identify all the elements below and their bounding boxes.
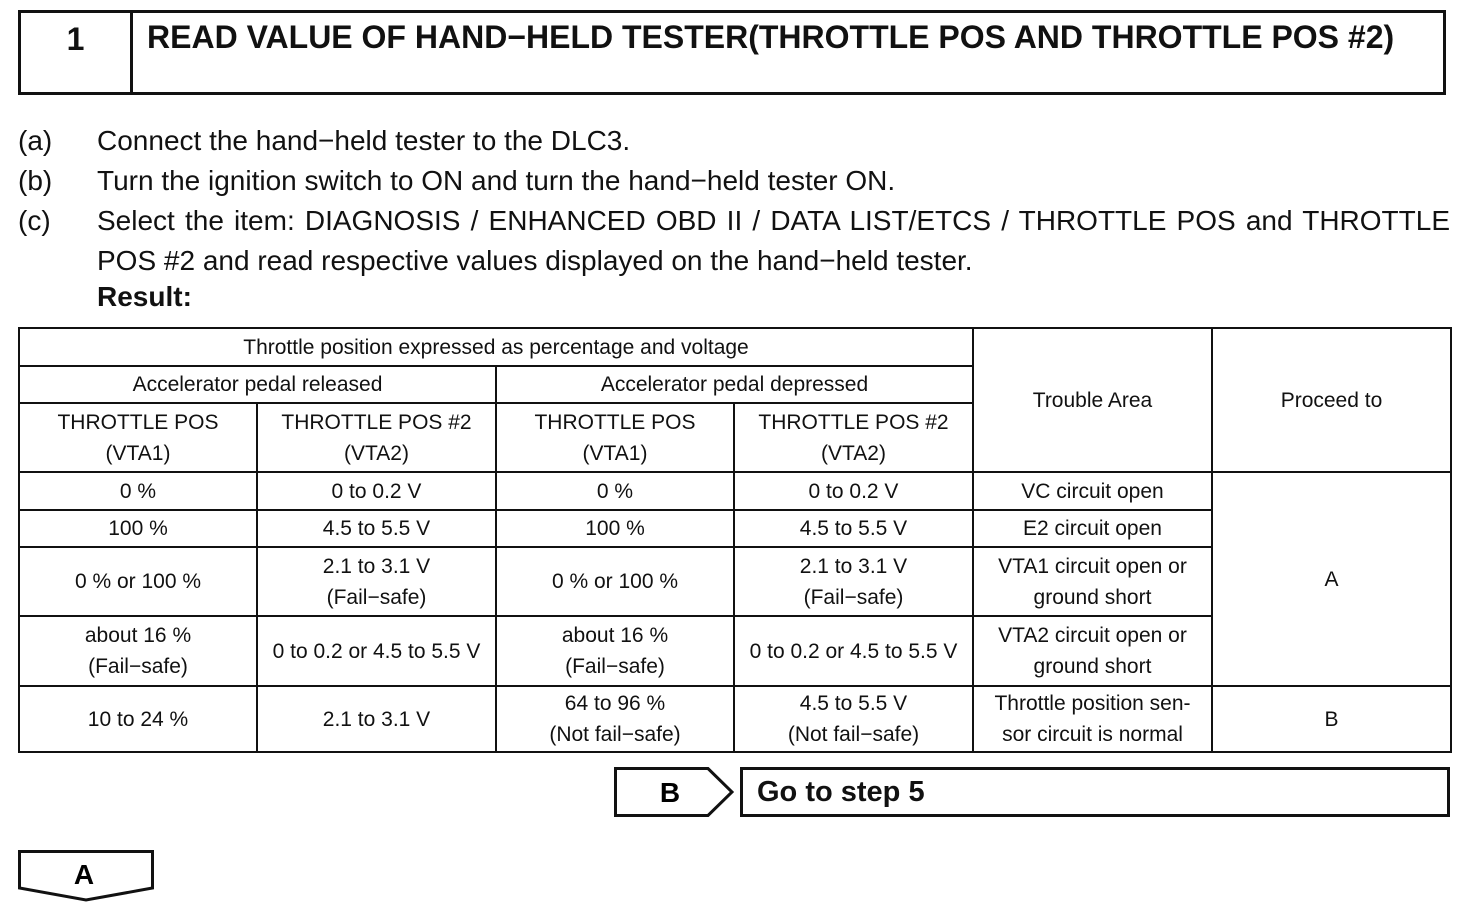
trouble-area-cell: VTA1 circuit open or ground short [973, 547, 1212, 616]
result-table [18, 327, 1452, 753]
table-cell: 0 to 0.2 V [257, 472, 496, 510]
instruction-c [18, 201, 1450, 281]
column-header: THROTTLE POS #2 (VTA2) [734, 403, 973, 472]
branch-a-label: A [73, 859, 95, 890]
instruction-a [18, 121, 1450, 161]
table-cell: 0 % or 100 % [496, 547, 734, 616]
table-cell: 2.1 to 3.1 V (Fail−safe) [257, 547, 496, 616]
table-cell: 0 % [496, 472, 734, 510]
table-cell: 10 to 24 % [19, 686, 257, 752]
result-label: Result: [97, 281, 192, 312]
group-header: Throttle position expressed as percentage and voltage [19, 328, 973, 366]
step-number: 1 [21, 13, 133, 92]
instruction-label: (a) [18, 125, 53, 156]
table-header-row [19, 328, 1451, 366]
depressed-header: Accelerator pedal depressed [496, 366, 973, 403]
table-cell: 4.5 to 5.5 V [257, 510, 496, 547]
instruction-b [18, 161, 1450, 201]
proceed-header: Proceed to [1212, 328, 1451, 472]
step-header [18, 10, 1446, 95]
instruction-label: (c) [18, 205, 51, 236]
table-row [19, 686, 1451, 752]
column-header: THROTTLE POS #2 (VTA2) [257, 403, 496, 472]
trouble-area-header: Trouble Area [973, 328, 1212, 472]
step-title: READ VALUE OF HAND−HELD TESTER(THROTTLE POS AND THROTTLE POS #2) [147, 19, 1395, 55]
trouble-area-cell: Throttle position sen- sor circuit is normal [973, 686, 1212, 752]
table-cell: 2.1 to 3.1 V (Fail−safe) [734, 547, 973, 616]
instruction-label: (b) [18, 165, 53, 196]
branch-a-tag [18, 850, 154, 902]
table-cell: 2.1 to 3.1 V [257, 686, 496, 752]
table-cell: 0 to 0.2 V [734, 472, 973, 510]
trouble-area-cell: E2 circuit open [973, 510, 1212, 547]
branch-b-tag [614, 767, 734, 817]
proceed-cell: B [1212, 686, 1451, 752]
trouble-area-cell: VTA2 circuit open or ground short [973, 616, 1212, 686]
table-cell: about 16 % (Fail−safe) [496, 616, 734, 686]
proceed-cell: A [1212, 472, 1451, 686]
table-cell: 100 % [496, 510, 734, 547]
table-cell: 0 % or 100 % [19, 547, 257, 616]
table-row [19, 472, 1451, 510]
column-header: THROTTLE POS (VTA1) [496, 403, 734, 472]
table-cell: 64 to 96 % (Not fail−safe) [496, 686, 734, 752]
table-cell: 0 to 0.2 or 4.5 to 5.5 V [257, 616, 496, 686]
table-cell: about 16 % (Fail−safe) [19, 616, 257, 686]
goto-step-box: Go to step 5 [740, 767, 1450, 817]
released-header: Accelerator pedal released [19, 366, 496, 403]
table-cell: 0 % [19, 472, 257, 510]
instruction-text: Select the item: DIAGNOSIS / ENHANCED OBD II / DATA LIST/ETCS / THROTTLE POS and THROTTLE POS #2 and read respective values displayed on the hand−held tester. [97, 205, 1450, 276]
table-cell: 4.5 to 5.5 V [734, 510, 973, 547]
table-cell: 4.5 to 5.5 V (Not fail−safe) [734, 686, 973, 752]
trouble-area-cell: VC circuit open [973, 472, 1212, 510]
column-header: THROTTLE POS (VTA1) [19, 403, 257, 472]
branch-b-label: B [659, 777, 681, 808]
instruction-text: Turn the ignition switch to ON and turn the hand−held tester ON. [97, 165, 896, 196]
table-cell: 0 to 0.2 or 4.5 to 5.5 V [734, 616, 973, 686]
table-cell: 100 % [19, 510, 257, 547]
instruction-text: Connect the hand−held tester to the DLC3. [97, 125, 631, 156]
